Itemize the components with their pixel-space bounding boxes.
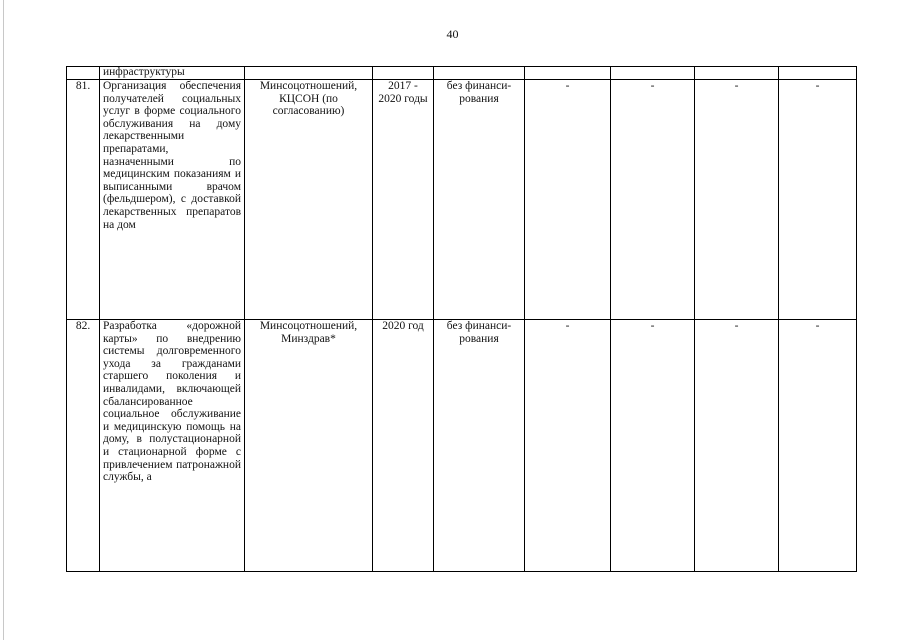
funding-cell: - <box>695 80 779 320</box>
funding-source: без финанси-рования <box>434 320 525 572</box>
table-row <box>67 320 857 572</box>
row-number: 82. <box>67 320 100 572</box>
page-number: 40 <box>446 27 459 41</box>
executors: Минсоцотношений, Минздрав* <box>245 320 373 572</box>
continuation-text: инфраструктуры <box>100 67 245 80</box>
row-number: 81. <box>67 80 100 320</box>
funding-source: без финанси-рования <box>434 80 525 320</box>
activities-table <box>66 66 857 572</box>
activity-description: Разработка «дорожной карты» по внедрению системы долговременного ухода за гражданами старшего поколения и инвалидами, включающей сбалансированное социальное обслуживание и медицинскую помощь на дому, в полустационарной и стационарной форме с привлечением патронажной службы, а <box>100 320 245 572</box>
table-row <box>67 80 857 320</box>
period: 2017 - 2020 годы <box>373 80 434 320</box>
executors: Минсоцотношений, КЦСОН (по согласованию) <box>245 80 373 320</box>
funding-cell: - <box>611 320 695 572</box>
funding-cell: - <box>525 80 611 320</box>
activity-description: Организация обеспечения получателей социальных услуг в форме социального обслуживания на дому лекарственными препаратами, назначенными по медицинским показаниям и выписанными врачом (фельдшером), с доставкой лекарственных препаратов на дом <box>100 80 245 320</box>
continuation-row <box>67 67 857 80</box>
funding-cell: - <box>695 320 779 572</box>
funding-cell: - <box>525 320 611 572</box>
funding-cell: - <box>611 80 695 320</box>
funding-cell: - <box>779 80 857 320</box>
period: 2020 год <box>373 320 434 572</box>
funding-cell: - <box>779 320 857 572</box>
left-margin-line <box>3 0 4 640</box>
